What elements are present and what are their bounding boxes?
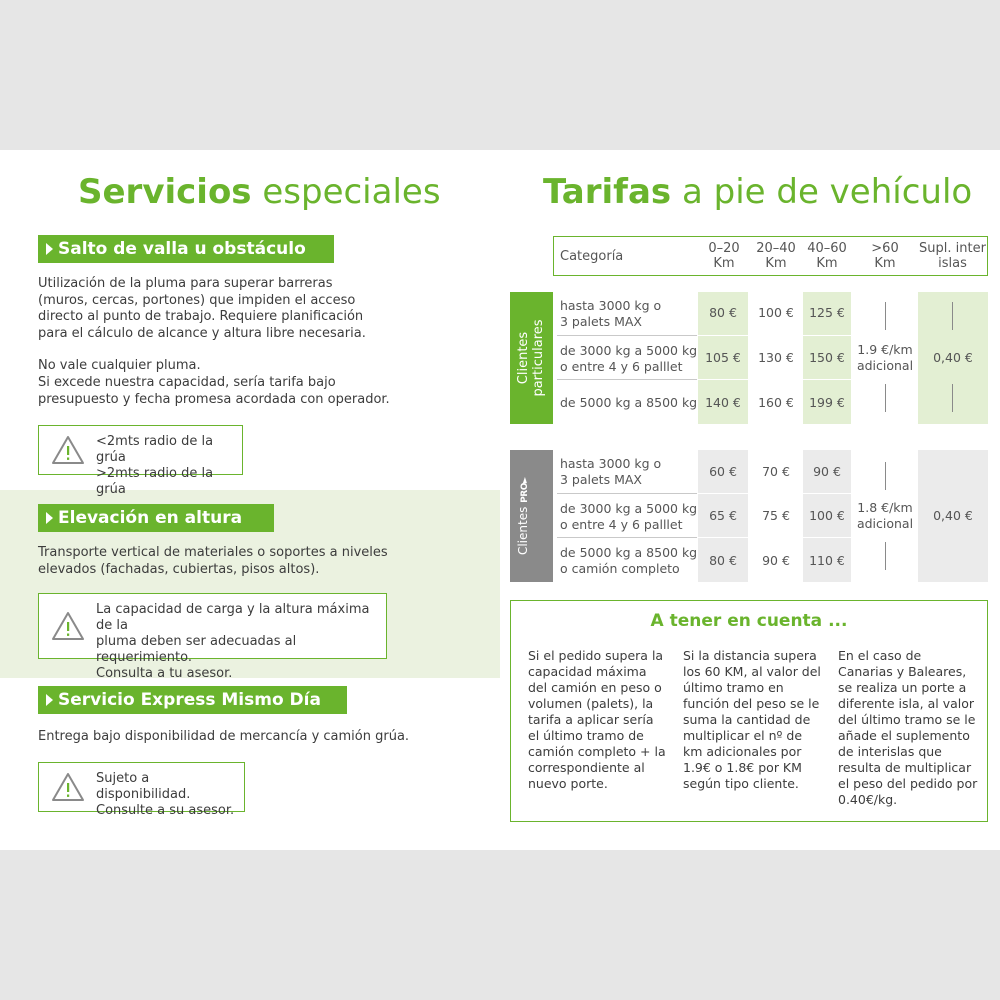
warning-icon (51, 772, 85, 802)
section-description: Transporte vertical de materiales o soportes a niveles elevados (fachadas, cubiertas, pisos altos). (38, 545, 388, 577)
row-divider (803, 537, 851, 538)
price-cell: 140 € (705, 395, 741, 410)
price-cell: 199 € (809, 395, 845, 410)
price-cell: 90 € (762, 553, 790, 568)
row-divider (557, 335, 697, 336)
extra-km-price: 1.9 €/km adicional (856, 342, 914, 373)
header-col: 20–40 Km (756, 241, 796, 271)
warning-icon (51, 435, 85, 465)
section-description: Utilización de la pluma para superar barreras (muros, cercas, portones) que impiden el acceso directo al punto de trabajo. Requiere planificación para el cálculo de alcance y altura libre necesaria. (38, 276, 366, 341)
islas-price: 0,40 € (933, 508, 973, 523)
price-cell: 130 € (758, 350, 794, 365)
left-title: Servicios especiales (78, 172, 441, 212)
row-divider (557, 493, 697, 494)
header-categoria: Categoría (560, 249, 624, 264)
separator-line (885, 384, 886, 412)
row-divider (803, 379, 851, 380)
separator-line (885, 542, 886, 570)
warning-icon (51, 611, 85, 641)
separator-line (885, 302, 886, 330)
header-col: 40–60 Km (807, 241, 847, 271)
warning-box (38, 425, 243, 497)
header-col: Supl. inter islas (919, 241, 986, 271)
row-label: de 3000 kg a 5000 kg o entre 4 y 6 palllet (560, 343, 698, 374)
price-cell: 150 € (809, 350, 845, 365)
price-cell: 75 € (762, 508, 790, 523)
row-label: de 5000 kg a 8500 kg o camión completo (560, 545, 698, 576)
row-divider (698, 493, 748, 494)
warning-text: <2mts radio de la grúa >2mts radio de la grúa (96, 434, 214, 497)
price-cell: 65 € (709, 508, 737, 523)
separator-line (885, 462, 886, 490)
price-cell: 105 € (705, 350, 741, 365)
row-label: hasta 3000 kg o 3 palets MAX (560, 298, 662, 329)
group-label-text: Clientes PRO► (516, 476, 530, 556)
note-column: Si la distancia supera los 60 KM, al valor del último tramo en función del peso se le suma la cantidad de multiplicar el nº de km adicionales por 1.9€ o 1.8€ por KM según tipo cliente. (683, 648, 821, 791)
section-description: Entrega bajo disponibilidad de mercancía y camión grúa. (38, 729, 410, 744)
row-divider (698, 335, 748, 336)
separator-line (952, 384, 953, 412)
warning-text: La capacidad de carga y la altura máxima de la pluma deben ser adecuadas al requerimiento. Consulta a tu asesor. (96, 602, 370, 681)
note-title: A tener en cuenta ... (650, 611, 848, 631)
islas-price: 0,40 € (933, 350, 973, 365)
row-divider (698, 379, 748, 380)
right-title: Tarifas a pie de vehículo (543, 172, 973, 212)
section-banner-salto: Salto de valla u obstáculo (38, 235, 334, 263)
section-note: No vale cualquier pluma. (38, 358, 201, 373)
price-cell: 110 € (809, 553, 845, 568)
price-cell: 90 € (813, 464, 841, 479)
price-cell: 100 € (809, 508, 845, 523)
note-box (510, 600, 988, 822)
warning-box (38, 762, 245, 818)
row-divider (803, 493, 851, 494)
arrow-right-icon (46, 512, 53, 524)
row-divider (557, 537, 697, 538)
section-banner-express: Servicio Express Mismo Día (38, 686, 347, 714)
price-cell: 80 € (709, 553, 737, 568)
header-col: 0–20 Km (708, 241, 740, 271)
row-divider (698, 537, 748, 538)
price-cell: 60 € (709, 464, 737, 479)
note-column: En el caso de Canarias y Baleares, se realiza un porte a diferente isla, al valor del último tramo se le añade el suplemento de interislas que resulta de multiplicar el peso del pedido por 0.40€/kg. (838, 648, 978, 807)
price-cell: 160 € (758, 395, 794, 410)
extra-km-price: 1.8 €/km adicional (856, 500, 914, 531)
arrow-right-icon (46, 694, 53, 706)
warning-text: Sujeto a disponibilidad. Consulte a su asesor. (96, 771, 235, 818)
price-cell: 80 € (709, 305, 737, 320)
group-label-text: Clientes particulares (516, 319, 546, 397)
separator-line (952, 302, 953, 330)
section-banner-elevacion: Elevación en altura (38, 504, 274, 532)
row-label: de 3000 kg a 5000 kg o entre 4 y 6 palllet (560, 501, 698, 532)
row-divider (557, 379, 697, 380)
brochure-page (0, 150, 1000, 850)
price-cell: 125 € (809, 305, 845, 320)
section-note: Si excede nuestra capacidad, sería tarifa bajo presupuesto y fecha promesa acordada con operador. (38, 375, 390, 407)
row-label: de 5000 kg a 8500 kg (560, 395, 698, 410)
row-divider (803, 335, 851, 336)
warning-box (38, 593, 387, 681)
row-label: hasta 3000 kg o 3 palets MAX (560, 456, 662, 487)
arrow-right-icon (46, 243, 53, 255)
header-col: >60 Km (871, 241, 899, 271)
price-cell: 100 € (758, 305, 794, 320)
note-column: Si el pedido supera la capacidad máxima del camión en peso o volumen (palets), la tarifa a aplicar sería el último tramo de camión completo + la correspondiente al nuevo porte. (528, 648, 666, 791)
price-cell: 70 € (762, 464, 790, 479)
